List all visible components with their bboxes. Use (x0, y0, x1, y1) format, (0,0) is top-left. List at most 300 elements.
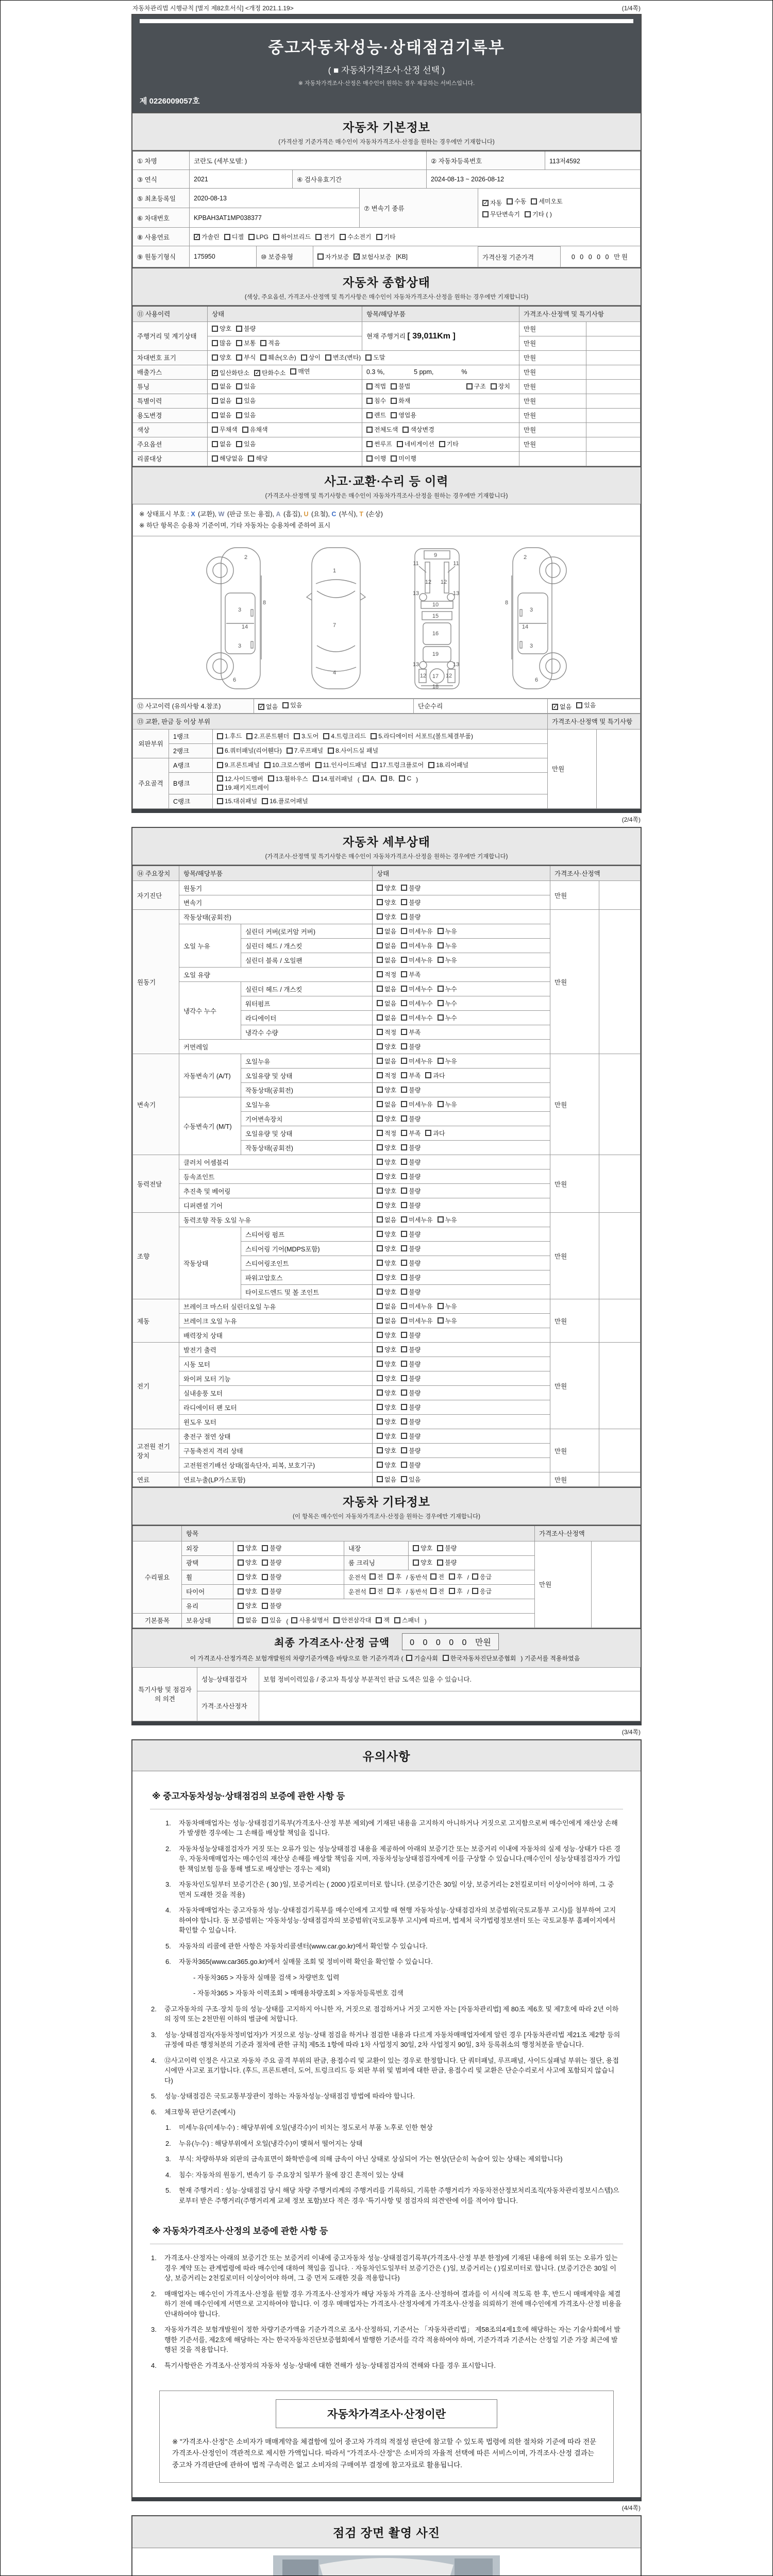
inline-text: / (467, 1588, 469, 1596)
inspection-period-value: 2024-08-13 ~ 2026-08-12 (431, 175, 505, 183)
checkbox-option (366, 425, 398, 434)
legend-description: (흠집), (281, 510, 304, 518)
diagram-part-number: 6 (232, 676, 237, 683)
diagram-part-number: 2 (244, 554, 248, 561)
checkbox-option (472, 1572, 492, 1581)
checkbox-icon (401, 1317, 407, 1324)
checkbox-icon (262, 1603, 268, 1609)
checkbox-icon (260, 354, 266, 361)
checkbox-option (290, 367, 310, 376)
checkbox-icon (466, 383, 473, 389)
check-group (373, 1170, 550, 1184)
checkbox-icon (438, 1058, 444, 1064)
checkbox-icon (323, 733, 329, 739)
legend-description: (교환), (196, 510, 219, 518)
notice-text: 자동차가격은 보험개발원이 정한 차량기준가액을 기준가격으로 조사·산정하되, 기준서는 「자동차관리법」 제58조의4제1호에 해당하는 자는 기술사회에서 발행한 기준서를, 제2호에 해당하는 자는 한국자동차진단보증협회에서 발행한 기준서를 각각 적용하여야 하며, 기준가격과 기준서는 산정일 기준 가장 최근에 발행된 것을 적용합니다. (164, 2326, 620, 2353)
checkbox-option (313, 774, 353, 783)
checkbox-label: 양호 (384, 1461, 397, 1469)
checkbox-label: 불량 (409, 1230, 421, 1238)
transmission-options (478, 189, 640, 227)
notice-item (165, 1905, 622, 1936)
checkbox-label: 유채색 (249, 426, 268, 434)
notice-text: 자동차성능상태점검자가 거짓 또는 오류가 있는 성능상태점검 내용을 제공하여 아래의 보증기간 또는 보증거리 이내에 자동차의 실제 성능·상태가 다른 경우, 자동차매매업자는 매수인의 재산상 손해를 배상할 책임을 지며, 자동차성능상태점검자에게 이를 구상할 수 있습니다.(매수인이 성능상태점검자가 가입한 책임보험 등을 통해 별도로 배상받는 경우는 제외) (179, 1844, 620, 1873)
note-cell (586, 379, 641, 394)
checkbox-checked-icon: ✓ (259, 703, 264, 710)
rank-label: 2랭크 (169, 743, 213, 758)
checkbox-label: 8.사이드실 패널 (335, 747, 379, 755)
checkbox-label: 누유 (445, 1057, 457, 1065)
item-label: 동력조향 작동 오일 누유 (179, 1213, 373, 1227)
table-row (133, 451, 641, 466)
checkbox-icon (238, 1588, 244, 1595)
checkbox-label: 색상변경 (410, 426, 434, 434)
checkbox-icon (212, 398, 218, 404)
checkbox-label: 양호 (384, 1201, 397, 1209)
warranty-options (313, 246, 478, 267)
checkbox-label: 불량 (270, 1573, 282, 1581)
table-header-row (133, 866, 641, 881)
notice-item (165, 1879, 622, 1900)
checkbox-label: 양호 (384, 1144, 397, 1151)
legend-symbol: T (359, 510, 363, 518)
row-label: 휠 (182, 1570, 233, 1584)
checkbox-icon (401, 1130, 407, 1136)
checkbox-label: 하이브리드 (280, 233, 311, 241)
checkbox-option (377, 1057, 396, 1065)
item-label: 실린더 블록 / 오일팬 (241, 953, 373, 968)
checkbox-option (217, 732, 242, 740)
notice-item (165, 2139, 622, 2149)
checkbox-icon (401, 1274, 407, 1280)
checkbox-label: 많음 (220, 340, 232, 347)
checkbox-icon (238, 1603, 244, 1609)
item-label: 오일 유량 (179, 968, 373, 982)
checkbox-label: 없음 (384, 985, 397, 993)
check-group (548, 699, 641, 713)
checkbox-label: 없음 (384, 1057, 397, 1065)
checkbox-label: 보통 (244, 340, 256, 347)
inline-text: / 동반석 (406, 1574, 428, 1582)
rank-b-cell (213, 772, 548, 794)
checkbox-icon (438, 1303, 444, 1309)
note-cell (599, 1429, 641, 1472)
checkbox-option (258, 702, 278, 711)
notice-text: 자동차매매업자는 중고자동차 성능·상태점검기록부를 매수인에게 고지할 때 현행 자동차성능·상태점검자의 보증범위(국토교통부 고시)를 첨부하여 고지하여야 합니다. 동 보증범위는 '자동차성능·상태점검자의 보증범위'(국토교통부 고시)에 따르며, 법제처 국가법령정보센터 또는 국토교통부 홈페이지에서 확인할 수 있습니다. (179, 1906, 616, 1934)
checkbox-option (552, 702, 572, 711)
checkbox-label: 불량 (409, 1288, 421, 1296)
checkbox-icon (238, 1617, 244, 1623)
checkbox-label: 무단변속기 (490, 211, 520, 218)
notice-item (151, 2361, 622, 2371)
checkbox-label: 해당 (256, 455, 268, 463)
checkbox-label: 없음 (384, 942, 397, 950)
checkbox-option (236, 439, 256, 448)
notice-item (180, 1973, 622, 1983)
checkbox-icon (369, 1588, 376, 1594)
checkbox-option (315, 760, 367, 769)
checkbox-label: 양호 (220, 325, 232, 333)
checkbox-label: 양호 (220, 354, 232, 362)
notice-item (151, 2030, 622, 2050)
legend-description: (부식), (337, 510, 360, 518)
checkbox-label: 변조(변타) (332, 354, 361, 362)
field-label: ① 차명 (133, 151, 190, 170)
checkbox-icon (576, 702, 582, 708)
checkbox-icon (401, 1072, 407, 1078)
checkbox-option (236, 324, 256, 333)
checkbox-label: 전 (438, 1587, 445, 1595)
checkbox-option (262, 1601, 281, 1610)
checkbox-option (369, 1587, 383, 1596)
checkbox-icon (248, 455, 254, 462)
item-label: 브레이크 마스터 실린더오일 누유 (179, 1299, 373, 1314)
checkbox-option (323, 732, 366, 740)
simple-repair-label: 단순수리 (414, 699, 548, 713)
checkbox-option (369, 1572, 383, 1581)
section-title: 자동차 종합상태 (343, 276, 430, 289)
price-cell: 만원 (519, 408, 586, 422)
etc-info-table (132, 1525, 641, 1628)
checkbox-checked-icon: ✓ (483, 199, 489, 206)
car-diagram-top (297, 544, 375, 693)
checkbox-option (397, 439, 434, 448)
checkbox-icon (401, 1346, 407, 1352)
checkbox-icon (238, 1545, 244, 1551)
checkbox-label: 양호 (384, 1331, 397, 1339)
checkbox-label: 적정 (384, 971, 397, 978)
check-group (208, 336, 362, 350)
checkbox-label: 양호 (384, 1375, 397, 1382)
checkbox-label: 적음 (268, 340, 280, 347)
checkbox-option (325, 353, 361, 362)
checkbox-option (391, 396, 410, 405)
section-note: (가격조사·산정액 및 특기사항은 매수인이 자동차가격조사·산정을 원하는 경우에만 기재합니다) (265, 853, 508, 860)
checkbox-label: 7.루프패널 (294, 747, 324, 755)
status-symbol-legend (132, 504, 641, 536)
checkbox-label: 있음 (244, 412, 256, 419)
checkbox-label: 양호 (384, 1115, 397, 1123)
checkbox-option (377, 1388, 396, 1397)
row-label: 튜닝 (133, 379, 208, 394)
check-group (373, 1198, 550, 1213)
item-label: 오일유량 및 상태 (241, 1126, 373, 1141)
check-group (373, 1141, 550, 1155)
checkbox-label: 16.플로어패널 (270, 798, 308, 805)
legend-prefix: ※ 상태표시 부호 : (139, 510, 189, 518)
checkbox-icon (438, 1317, 444, 1324)
note-cell (599, 1299, 641, 1343)
checkbox-label: 후 (395, 1587, 401, 1595)
form-reference: 자동차관리법 시행규칙 [별지 제82호서식] <개정 2021.1.19> (132, 5, 294, 12)
checkbox-label: 양호 (384, 1346, 397, 1353)
checkbox-option (377, 1172, 396, 1181)
checkbox-option (294, 732, 318, 740)
note-cell (586, 422, 641, 437)
device-group-label: 조향 (133, 1213, 179, 1299)
checkbox-label: 없음 (245, 1617, 258, 1624)
checkbox-option (217, 760, 260, 769)
notice-item (180, 1988, 622, 1998)
row-label: 광택 (182, 1555, 233, 1570)
checkbox-label: 미세누수 (409, 1014, 433, 1022)
checkbox-label: 4.트렁크리드 (331, 733, 366, 740)
checkbox-option (262, 1558, 281, 1567)
detail-row (133, 1155, 641, 1170)
check-group (373, 1256, 550, 1270)
check-group (373, 1270, 550, 1285)
checkbox-label: C (407, 775, 412, 782)
price-cell: 만원 (550, 1054, 599, 1155)
check-group (373, 1011, 550, 1025)
diagram-part-number: 13 (412, 661, 419, 668)
checkbox-label: 미세누유 (409, 1302, 433, 1310)
mileage-cell (362, 321, 519, 350)
legend-items (191, 511, 383, 518)
column-header: 가격조사·산정액 및 특기사항 (519, 306, 641, 321)
checkbox-icon (401, 1389, 407, 1396)
checkbox-label: 양호 (245, 1545, 258, 1552)
checkbox-label: 탄화수소 (261, 369, 286, 377)
checkbox-option (366, 396, 386, 405)
notice-item (151, 2289, 622, 2319)
checkbox-option (377, 941, 396, 950)
checkbox-icon (377, 1087, 383, 1093)
checkbox-label: 없음 (220, 412, 232, 419)
checkbox-label: 불량 (409, 1245, 421, 1252)
checkbox-label: 전체도색 (374, 426, 398, 434)
checkbox-option (466, 382, 486, 391)
checkbox-label: 누유 (445, 1317, 457, 1325)
checkbox-icon (377, 1000, 383, 1006)
checkbox-label: 없음 (220, 440, 232, 448)
mileage-value: [ 39,011Km ] (407, 331, 456, 341)
vin-value: KPBAH3AT1MP038377 (190, 208, 360, 227)
diagram-part-number: 13 (452, 661, 460, 668)
checkbox-icon (401, 1375, 407, 1381)
checkbox-icon (401, 1231, 407, 1237)
checkbox-option (413, 1558, 432, 1567)
checkbox-label: 잭 (383, 1617, 390, 1624)
diagram-part-number: 10 (432, 601, 439, 608)
diagram-part-number: 2 (523, 554, 527, 561)
checkbox-label: 양호 (384, 1288, 397, 1296)
sub-group-label: 자동변속기 (A/T) (179, 1054, 241, 1097)
checkbox-icon (268, 775, 274, 782)
diagram-part-number: 3 (529, 642, 533, 649)
checkbox-icon (371, 733, 377, 739)
notice-number: 5. (165, 1942, 171, 1950)
checkbox-icon (377, 1274, 383, 1280)
check-group (233, 1541, 344, 1555)
checkbox-icon (388, 1573, 394, 1580)
checkbox-label: 훼손(오손) (268, 354, 296, 362)
row-label: 색상 (133, 422, 208, 437)
checkbox-label: 부식 (244, 354, 256, 362)
checkbox-icon (377, 1101, 383, 1107)
checkbox-option (391, 411, 416, 419)
checkbox-icon (366, 412, 373, 418)
checkbox-icon (377, 1389, 383, 1396)
check-group (208, 394, 362, 408)
checkbox-option (401, 1143, 421, 1152)
section-accident-header (132, 466, 641, 504)
row-label: 주행거리 및 계기상태 (133, 321, 208, 350)
checkbox-option (449, 1587, 463, 1596)
checkbox-option (401, 1100, 432, 1109)
check-group (373, 1343, 550, 1357)
document (131, 1, 642, 2576)
checkbox-icon (425, 1072, 431, 1078)
checkbox-icon (262, 1545, 268, 1551)
group-label: 외판부위 (133, 729, 169, 758)
checkbox-option (377, 999, 396, 1008)
checkbox-icon (262, 1617, 268, 1623)
item-label: 배력장치 상태 (179, 1328, 373, 1343)
checkbox-label: 누수 (445, 999, 457, 1007)
check-group (373, 1083, 550, 1097)
checkbox-option (212, 411, 231, 419)
checkbox-option (287, 746, 323, 755)
sub-group-label: 작동상태 (179, 1227, 241, 1299)
checkbox-option (372, 760, 424, 769)
checkbox-icon (315, 762, 322, 768)
notice-number: 1. (165, 1819, 171, 1827)
item-label: 실린더 헤드 / 개스킷 (241, 982, 373, 996)
checkbox-option (212, 324, 231, 333)
notice-text: 특기사항란은 가격조사·산정자의 자동차 성능·상태에 대한 견해가 성능·상태점검자의 견해와 다를 경우 표시합니다. (164, 2361, 496, 2369)
checkbox-option (238, 1558, 257, 1567)
row-label: 보유상태 (182, 1613, 233, 1628)
overall-condition-table (132, 306, 641, 466)
checkbox-icon (401, 1188, 407, 1194)
checkbox-label: 불량 (409, 1043, 421, 1050)
detail-row (133, 1213, 641, 1227)
section-basic-info-header (132, 112, 641, 150)
checkbox-icon (472, 1588, 478, 1594)
checkbox-option (402, 425, 434, 434)
checkbox-label: 없음 (384, 1100, 397, 1108)
checkbox-label: 양호 (245, 1588, 258, 1596)
device-group-label: 원동기 (133, 910, 179, 1054)
notice-number: 4. (151, 2361, 157, 2369)
inline-text: [KB] (396, 253, 408, 260)
checkbox-label: 양호 (384, 913, 397, 921)
check-group (373, 1429, 550, 1444)
check-group (233, 1555, 344, 1570)
diagram-part-number: 11 (453, 560, 459, 567)
checkbox-option (401, 884, 421, 892)
checkbox-label: 과다 (433, 1129, 445, 1137)
diagram-part-number: 14 (522, 623, 529, 630)
checkbox-icon (401, 1115, 407, 1122)
check-group (213, 794, 548, 808)
checkbox-option (333, 1616, 371, 1624)
checkbox-icon (377, 913, 383, 920)
check-group (466, 382, 515, 391)
diagram-part-number: 12 (419, 672, 427, 679)
checkbox-icon (377, 1375, 383, 1381)
checkbox-option (401, 1013, 432, 1022)
check-group (208, 365, 362, 379)
price-cell: 만원 (550, 881, 599, 910)
checkbox-label: 미세누유 (409, 927, 433, 935)
base-price-value: 0 0 0 0 0 만원 (571, 253, 630, 261)
checkbox-label: A, (370, 775, 377, 782)
item-label: 냉각수 수량 (241, 1025, 373, 1040)
checkbox-label: 불량 (409, 1201, 421, 1209)
checkbox-label: 영업용 (398, 412, 416, 419)
check-group (233, 1613, 535, 1628)
checkbox-label: 화재 (398, 397, 411, 405)
notice-subsection-title: ※ 중고자동차성능·상태점검의 보증에 관한 사항 등 (150, 1784, 623, 1809)
page-3 (131, 1739, 642, 2501)
item-label: 실린더 헤드 / 개스킷 (241, 939, 373, 953)
checkbox-icon (439, 441, 445, 447)
detail-row (133, 1429, 641, 1444)
legend-symbol: X (191, 510, 195, 518)
notice-number: 2. (165, 1844, 171, 1853)
checkbox-option (246, 732, 289, 740)
price-cell: 만원 (519, 321, 586, 336)
diagram-part-number: 9 (433, 552, 438, 558)
checkbox-label: 양호 (384, 1173, 397, 1180)
page-mark-2: (2/4쪽) (621, 816, 641, 823)
note-cell (599, 1472, 641, 1487)
checkbox-checked-icon: ✓ (195, 233, 200, 240)
checkbox-icon (262, 1574, 268, 1580)
check-group (233, 1584, 344, 1599)
diagram-part-number: 11 (413, 560, 419, 567)
checkbox-label: 불량 (409, 1274, 421, 1281)
checkbox-icon (287, 748, 293, 754)
checkbox-option (238, 1544, 257, 1552)
check-group (373, 1227, 550, 1242)
check-group (208, 422, 362, 437)
checkbox-option (377, 1158, 396, 1166)
checkbox-option (366, 439, 392, 448)
inline-text: 이 가격조사·산정가격은 보험개발원의 차량기준가액을 바탕으로 한 기준가격과 ( (190, 1654, 404, 1662)
check-group (366, 384, 415, 391)
fuel-options (190, 228, 640, 246)
check-group (373, 1299, 550, 1314)
checkbox-option (401, 1172, 421, 1181)
checkbox-option (366, 454, 386, 463)
section-detail-header (132, 828, 641, 865)
checkbox-label: 양호 (384, 1230, 397, 1238)
checkbox-label: 없음 (384, 927, 397, 935)
diagram-part-number: 13 (452, 590, 460, 597)
checkbox-icon (401, 1014, 407, 1021)
checkbox-label: LPG (256, 233, 268, 241)
check-group (208, 379, 362, 394)
checkbox-label: 썬루프 (374, 440, 392, 448)
checkbox-option (406, 1654, 438, 1663)
checkbox-option (437, 1544, 457, 1552)
check-group (373, 1328, 550, 1343)
checkbox-option (264, 760, 311, 769)
checkbox-option (212, 396, 231, 405)
checkbox-icon (377, 986, 383, 992)
table-row (133, 408, 641, 422)
left-stack (133, 189, 360, 227)
check-group (373, 1213, 550, 1227)
notice-number: 5. (151, 2092, 157, 2100)
checkbox-option (401, 1158, 421, 1166)
checkbox-label: 13.휠하우스 (275, 775, 308, 783)
checkbox-label: 부족 (409, 1072, 421, 1079)
checkbox-icon (391, 383, 397, 389)
car-name-value: 코란도 (세부모델: ) (190, 151, 427, 170)
